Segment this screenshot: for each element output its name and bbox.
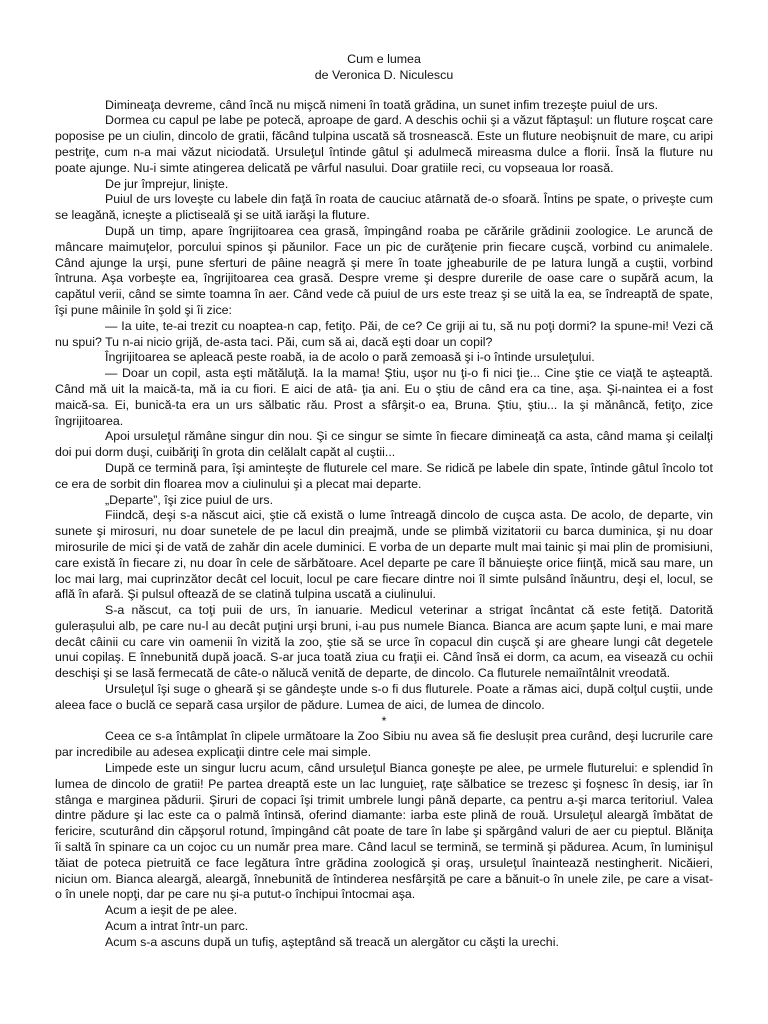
paragraph: De jur împrejur, linişte. bbox=[105, 176, 229, 191]
story-title: Cum e lumea bbox=[347, 52, 421, 66]
paragraph: Fiindcă, deşi s-a născut aici, ştie că există o lume întreagă dincolo de cuşca asta. De acolo, de departe, vin sunete şi mirosuri, nu doar sunetele de pe lacul din preajmă, unde se plimbă vizitatorii cu barca duminica, şi nu doar mirosurile de mici şi de vată de zahăr din acele duminici. E vorba de un departe mult mai tainic şi mai plin de promisiuni, care există în fiecare zi, nu doar în cele de sărbătoare. Acel departe pe care îl bănuieşte orice fiinţă, mică sau mare, un loc mai larg, mai cuprinzător decât cel locuit, locul pe care fiecare dintre noi îl simte pulsând înăuntru, deşi el, locul, se află în afară. Şi pulsul oftează de se clatină tulpina uscată a ciulinului. bbox=[55, 508, 713, 602]
paragraph: Acum a intrat într-un parc. bbox=[105, 919, 249, 934]
section-separator: * bbox=[381, 713, 387, 728]
dialogue-paragraph: — Ia uite, te-ai trezit cu noaptea-n cap, fetiţo. Păi, de ce? Ce griji ai tu, să nu poţi dormi? Ia spune-mi! Vezi că nu spui? Tu n-ai nicio grijă, de-asta taci. Păi, cum să ai, dacă eşti doar un copil? bbox=[55, 318, 713, 349]
paragraph: Dormea cu capul pe labe pe potecă, aproape de gard. A deschis ochii şi a văzut făptaşul: un fluture roşcat care poposise pe un ciulin, dincolo de gratii, făcând tulpina uscată să trosnească. Este un fluture neobişnuit de mare, cu aripi pestriţe, cum n-a mai văzut niciodată. Ursuleţul întinde gâtul şi adulmecă mireasma dulce a florii. Însă la fluture nu poate ajunge. Nu-i simte atingerea delicată pe vârful nasului. Doar gratiile reci, cu vopseaua lor roasă. bbox=[55, 113, 713, 175]
paragraph: Ceea ce s-a întâmplat în clipele următoare la Zoo Sibiu nu avea să fie deslușit prea curând, deşi lucrurile care par incredibile au adesea explicaţii dintre cele mai simple. bbox=[55, 729, 713, 760]
paragraph: S-a născut, ca toţi puii de urs, în ianuarie. Medicul veterinar a strigat încântat că este fetiţă. Datorită gulerașului alb, pe care nu-l au decât puţini urşi bruni, i-au pus numele Bianca. Bianca are acum şapte luni, e mai mare decât câinii cu care vin oamenii în vizită la zoo, ştie să se urce în copacul din cuşcă şi are gheare lungi cât degetele unui copilaş. E înnebunită după joacă. S-ar juca toată ziua cu fraţii ei. Când însă ei dorm, ca acum, ea visează cu ochii deschişi şi se lasă fermecată de câte-o nălucă venită de departe, de dincolo. Ca fluturele nemaiîntâlnit vreodată. bbox=[55, 603, 713, 681]
paragraph: După ce termină para, îşi aminteşte de fluturele cel mare. Se ridică pe labele din spate, întinde gâtul încolo tot ce era de sorbit din floarea mov a ciulinului şi a plecat mai departe. bbox=[55, 460, 713, 491]
paragraph: După un timp, apare îngrijitoarea cea grasă, împingând roaba pe cărările grădinii zoologice. Le aruncă de mâncare maimuţelor, porcului spinos şi păunilor. Face un pic de curăţenie prin fiecare cuşcă, vorbind cu animalele. Când ajunge la urşi, pune sferturi de pâine neagră şi mere în toate jgheaburile de pe latura lungă a cuştii, vorbind întruna. Aşa vorbeşte ea, îngrijitoarea cea grasă. Despre vreme şi despre durerile de oase care o supără acum, la capătul verii, când se simte toamna în aer. Când vede că puiul de urs este treaz şi se uită la ea, se îndreaptă de spate, îşi pune mâinile în şold şi îi zice: bbox=[55, 223, 713, 317]
paragraph: Acum a ieşit de pe alee. bbox=[105, 903, 238, 918]
paragraph: Îngrijitoarea se apleacă peste roabă, ia de acolo o pară zemoasă şi i-o întinde ursuleţului. bbox=[105, 350, 595, 365]
paragraph: „Departe”, îşi zice puiul de urs. bbox=[105, 492, 274, 507]
paragraph: Ursuleţul îşi suge o gheară şi se gândeşte unde s-o fi dus fluturele. Poate a rămas aici, după colţul cuştii, unde aleea face o buclă ce separă casa urşilor de pădure. Lumea de aici, de lumea de dincolo. bbox=[55, 682, 713, 712]
paragraph: Puiul de urs loveşte cu labele din faţă în roata de cauciuc atârnată de-o sfoară. Întins pe spate, o priveşte cum se leagănă, icneşte a plictiseală şi se uită iarăşi la fluture. bbox=[55, 192, 713, 223]
paragraph: Limpede este un singur lucru acum, când ursuleţul Bianca goneşte pe alee, pe urmele fluturelui: e splendid în lumea de dincolo de gratii! Pe partea dreaptă este un lac lunguieţ, raţe sălbatice se trezesc şi foşnesc în desiş, iar în stânga e marginea pădurii. Şiruri de copaci îşi trimit umbrele lungi până departe, ca pentru a-şi marca teritoriul. Valea dintre pădure şi lac este ca o palmă întinsă, oferind diamante: iarba este plină de rouă. Ursuleţul aleargă îmbătat de fericire, scuturând din căpşorul rotund, împingând cât poate de tare în labe şi spărgând valuri de aer cu pieptul. Blăniţa îi saltă în spinare ca un cojoc cu un număr prea mare. Când lacul se termină, se termină şi pădurea. Acum, în luminişul tăiat de poteca pietruită ce face legătura între grădina zoologică şi oraş, ursuleţul înaintează nestingherit. Nicăieri, niciun om. Bianca aleargă, aleargă, înnebunită de întinderea nesfârşită pe care a bănuit-o în unele zile, pe care a visat-o în unele nopţi, dar pe care nu şi-a putut-o închipui întocmai aşa. bbox=[55, 761, 713, 902]
paragraph: Acum s-a ascuns după un tufiş, aşteptând să treacă un alergător cu căşti la urechi. bbox=[105, 934, 559, 949]
dialogue-paragraph: — Doar un copil, asta eşti mătăluţă. Ia la mama! Ştiu, uşor nu ţi-o fi nici ţie... Cine ştie ce viaţă te aşteaptă. Când mă uit la maică-ta, mă ia cu fiori. E aici de atâ- ţia ani. Eu o ştiu de când era ca tine, aşa. Şi-naintea ei a fost maică-sa. Ei, bunică-ta era un urs sălbatic rău. Prost a sfârşit-o ea, Bruna. Ştiu, ştiu... Ia şi mănâncă, fetiţo, zice îngrijitoarea. bbox=[55, 366, 713, 428]
paragraph: Dimineaţa devreme, când încă nu mişcă nimeni în toată grădina, un sunet infim trezeşte puiul de urs. bbox=[105, 97, 659, 112]
document-page bbox=[55, 52, 713, 951]
paragraph: Apoi ursuleţul rămâne singur din nou. Şi ce singur se simte în fiecare dimineaţă ca asta, când mama şi ceilalţi doi pui dorm duşi, cuibăriţi în grota din celălalt capăt al cuştii... bbox=[55, 429, 713, 460]
story-author: de Veronica D. Niculescu bbox=[314, 67, 454, 82]
